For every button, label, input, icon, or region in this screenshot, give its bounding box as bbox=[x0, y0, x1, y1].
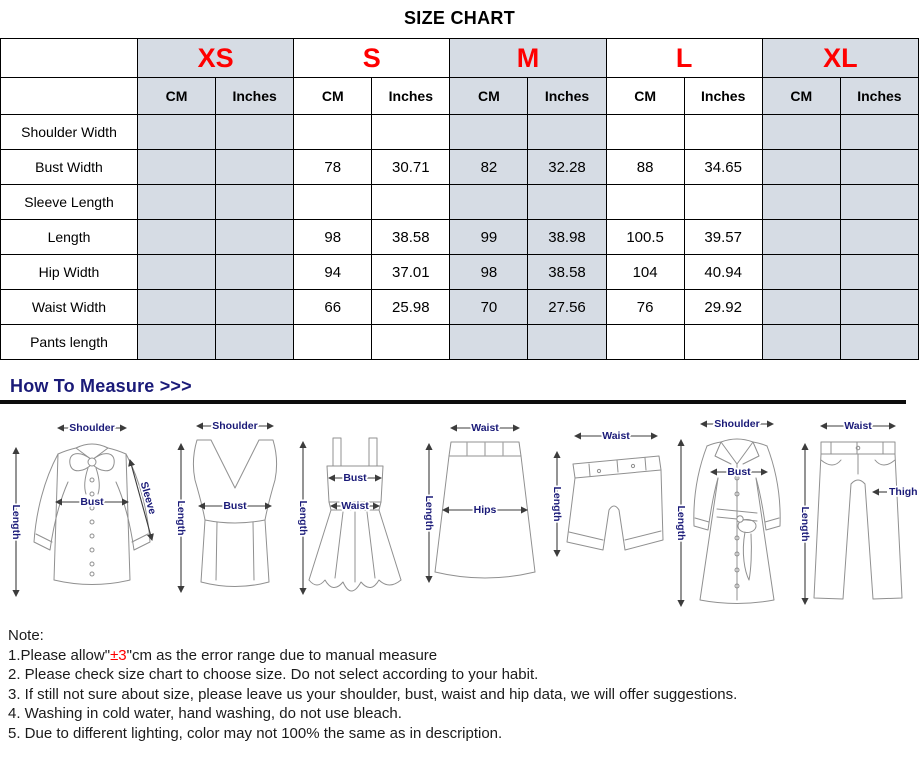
figure-shorts bbox=[545, 414, 667, 614]
value-cell: 38.58 bbox=[528, 255, 606, 290]
table-row bbox=[1, 325, 919, 360]
dress-measures bbox=[297, 442, 381, 594]
value-cell bbox=[294, 185, 372, 220]
unit-header: CM bbox=[762, 78, 840, 115]
figure-tank-top bbox=[167, 414, 291, 614]
value-cell bbox=[294, 325, 372, 360]
value-cell bbox=[762, 150, 840, 185]
note-text: 5. Due to different lighting, color may not 100% the same as in description. bbox=[8, 724, 503, 742]
value-cell bbox=[762, 255, 840, 290]
value-cell: 66 bbox=[294, 290, 372, 325]
value-cell bbox=[840, 185, 918, 220]
row-label: Hip Width bbox=[1, 255, 138, 290]
label-waist: Waist bbox=[844, 420, 872, 432]
label-shoulder: Shoulder bbox=[714, 418, 760, 430]
table-row bbox=[1, 290, 919, 325]
unit-header: Inches bbox=[372, 78, 450, 115]
note-text: 4. Washing in cold water, hand washing, do not use bleach. bbox=[8, 705, 402, 722]
pants-measures bbox=[799, 420, 918, 604]
label-waist: Waist bbox=[602, 430, 630, 442]
size-header-xl: XL bbox=[762, 39, 918, 78]
value-cell bbox=[840, 255, 918, 290]
shorts-measures bbox=[551, 430, 657, 556]
label-waist: Waist bbox=[341, 500, 369, 512]
value-cell: 38.98 bbox=[528, 220, 606, 255]
value-cell bbox=[762, 115, 840, 150]
value-cell bbox=[372, 185, 450, 220]
table-row bbox=[1, 255, 919, 290]
page-title: SIZE CHART bbox=[404, 8, 515, 28]
value-cell: 98 bbox=[294, 220, 372, 255]
table-corner-cell bbox=[1, 78, 138, 115]
unit-header: CM bbox=[294, 78, 372, 115]
value-cell: 32.28 bbox=[528, 150, 606, 185]
unit-header: Inches bbox=[528, 78, 606, 115]
value-cell bbox=[138, 325, 216, 360]
note-highlight: ±3 bbox=[110, 646, 127, 664]
value-cell bbox=[216, 115, 294, 150]
dress-outline bbox=[309, 438, 401, 591]
blouse-measures bbox=[10, 422, 158, 596]
value-cell: 40.94 bbox=[684, 255, 762, 290]
label-bust: Bust bbox=[727, 466, 751, 478]
unit-header: CM bbox=[606, 78, 684, 115]
value-cell bbox=[840, 325, 918, 360]
value-cell bbox=[216, 150, 294, 185]
how-to-measure-heading: How To Measure >>> bbox=[10, 376, 192, 396]
size-header-l: L bbox=[606, 39, 762, 78]
measure-figures bbox=[0, 414, 919, 616]
label-shoulder: Shoulder bbox=[69, 422, 115, 434]
tank-measures bbox=[175, 420, 273, 592]
notes-list bbox=[8, 646, 919, 744]
label-length: Length bbox=[675, 505, 687, 541]
value-cell bbox=[372, 115, 450, 150]
value-cell: 34.65 bbox=[684, 150, 762, 185]
note-item bbox=[8, 724, 919, 744]
note-text: 3. If still not sure about size, please leave us your shoulder, bust, waist and hip data, we will offer suggestions. bbox=[8, 685, 738, 703]
pants-outline bbox=[814, 442, 902, 599]
divider-rule bbox=[0, 400, 906, 404]
value-cell: 94 bbox=[294, 255, 372, 290]
value-cell bbox=[840, 150, 918, 185]
skirt-measures bbox=[423, 422, 527, 582]
value-cell bbox=[840, 290, 918, 325]
value-cell: 25.98 bbox=[372, 290, 450, 325]
unit-header: Inches bbox=[684, 78, 762, 115]
size-table bbox=[0, 38, 919, 360]
size-chart-page bbox=[0, 8, 919, 743]
value-cell bbox=[528, 185, 606, 220]
label-hips: Hips bbox=[473, 504, 497, 516]
value-cell bbox=[138, 150, 216, 185]
table-corner-cell bbox=[1, 39, 138, 78]
size-header-xs: XS bbox=[138, 39, 294, 78]
coat-outline bbox=[694, 439, 780, 604]
label-shoulder: Shoulder bbox=[212, 420, 258, 432]
value-cell: 99 bbox=[450, 220, 528, 255]
label-sleeve: Sleeve bbox=[137, 480, 159, 516]
value-cell: 78 bbox=[294, 150, 372, 185]
value-cell bbox=[762, 325, 840, 360]
table-row bbox=[1, 185, 919, 220]
label-length: Length bbox=[551, 486, 563, 522]
label-waist: Waist bbox=[471, 422, 499, 434]
value-cell: 30.71 bbox=[372, 150, 450, 185]
size-header-m: M bbox=[450, 39, 606, 78]
value-cell: 100.5 bbox=[606, 220, 684, 255]
value-cell: 37.01 bbox=[372, 255, 450, 290]
row-label: Length bbox=[1, 220, 138, 255]
value-cell bbox=[606, 185, 684, 220]
value-cell: 27.56 bbox=[528, 290, 606, 325]
value-cell: 29.92 bbox=[684, 290, 762, 325]
value-cell bbox=[606, 115, 684, 150]
value-cell bbox=[450, 185, 528, 220]
row-label: Waist Width bbox=[1, 290, 138, 325]
value-cell: 98 bbox=[450, 255, 528, 290]
value-cell bbox=[138, 185, 216, 220]
value-cell: 88 bbox=[606, 150, 684, 185]
value-cell bbox=[372, 325, 450, 360]
value-cell bbox=[840, 115, 918, 150]
label-thigh: Thigh bbox=[889, 486, 918, 498]
shorts-outline bbox=[567, 456, 663, 550]
size-header-s: S bbox=[294, 39, 450, 78]
table-row bbox=[1, 150, 919, 185]
figure-dress bbox=[291, 414, 415, 614]
value-cell bbox=[684, 325, 762, 360]
note-item bbox=[8, 704, 919, 724]
notes-heading: Note: bbox=[8, 627, 44, 644]
unit-header: Inches bbox=[216, 78, 294, 115]
row-label: Pants length bbox=[1, 325, 138, 360]
value-cell bbox=[684, 185, 762, 220]
value-cell bbox=[138, 290, 216, 325]
note-item bbox=[8, 646, 919, 666]
value-cell: 104 bbox=[606, 255, 684, 290]
label-length: Length bbox=[10, 504, 22, 540]
value-cell bbox=[528, 115, 606, 150]
label-bust: Bust bbox=[223, 500, 247, 512]
value-cell bbox=[840, 220, 918, 255]
figure-coat bbox=[667, 414, 791, 614]
value-cell bbox=[138, 115, 216, 150]
note-text: "cm as the error range due to manual measure bbox=[126, 646, 438, 664]
value-cell bbox=[762, 220, 840, 255]
label-bust: Bust bbox=[343, 472, 367, 484]
unit-header: Inches bbox=[840, 78, 918, 115]
row-label: Bust Width bbox=[1, 150, 138, 185]
value-cell: 70 bbox=[450, 290, 528, 325]
unit-header: CM bbox=[138, 78, 216, 115]
value-cell bbox=[138, 255, 216, 290]
value-cell bbox=[528, 325, 606, 360]
tank-outline bbox=[193, 440, 276, 587]
value-cell bbox=[762, 185, 840, 220]
note-item bbox=[8, 685, 919, 705]
blouse-outline bbox=[34, 444, 150, 585]
value-cell bbox=[216, 220, 294, 255]
table-row bbox=[1, 220, 919, 255]
figure-blouse bbox=[0, 414, 167, 614]
value-cell: 38.58 bbox=[372, 220, 450, 255]
value-cell bbox=[294, 115, 372, 150]
label-length: Length bbox=[297, 500, 309, 536]
value-cell bbox=[216, 290, 294, 325]
value-cell: 76 bbox=[606, 290, 684, 325]
note-text: 2. Please check size chart to choose size. Do not select according to your habit. bbox=[8, 666, 539, 683]
label-length: Length bbox=[175, 500, 187, 536]
note-text: 1.Please allow" bbox=[8, 646, 111, 664]
value-cell bbox=[684, 115, 762, 150]
figure-pants bbox=[791, 414, 919, 614]
value-cell bbox=[138, 220, 216, 255]
value-cell bbox=[216, 185, 294, 220]
label-length: Length bbox=[423, 495, 435, 531]
table-row bbox=[1, 115, 919, 150]
row-label: Sleeve Length bbox=[1, 185, 138, 220]
value-cell bbox=[216, 255, 294, 290]
value-cell: 82 bbox=[450, 150, 528, 185]
value-cell bbox=[216, 325, 294, 360]
value-cell bbox=[606, 325, 684, 360]
row-label: Shoulder Width bbox=[1, 115, 138, 150]
figure-skirt bbox=[415, 414, 545, 614]
notes-section bbox=[8, 626, 919, 743]
value-cell bbox=[762, 290, 840, 325]
value-cell: 39.57 bbox=[684, 220, 762, 255]
value-cell bbox=[450, 115, 528, 150]
value-cell bbox=[450, 325, 528, 360]
label-bust: Bust bbox=[80, 496, 104, 508]
note-item bbox=[8, 665, 919, 685]
unit-header: CM bbox=[450, 78, 528, 115]
label-length: Length bbox=[799, 506, 811, 542]
